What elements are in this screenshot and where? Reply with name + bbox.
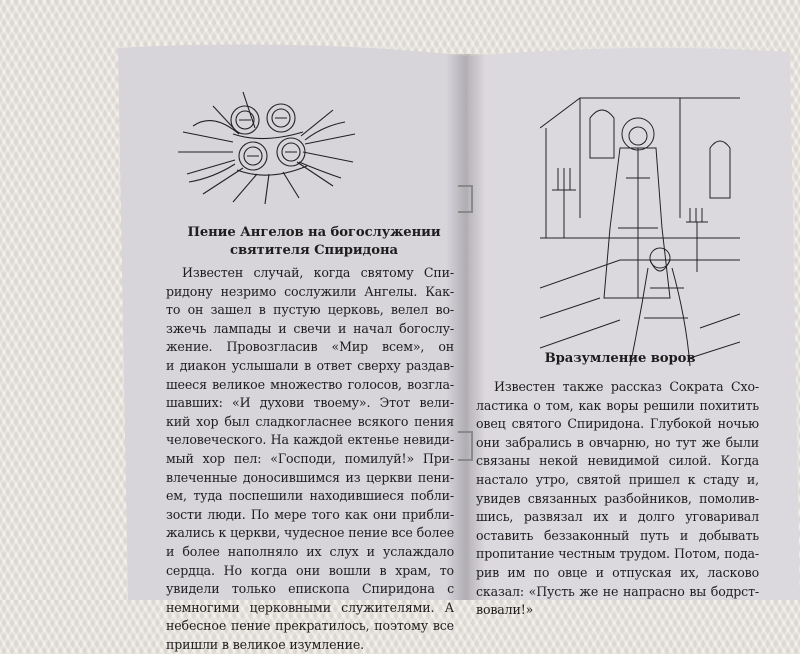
- right-line: сказал: «Пусть же не напрасно вы бодрст-: [476, 583, 759, 599]
- left-line: зости люди. По мере того как они прибли-: [166, 506, 454, 522]
- left-line: мый хор пел: «Господи, помилуй!» При-: [166, 450, 454, 466]
- right-line: пропитание честным трудом. Потом, пода-: [476, 546, 759, 562]
- left-line: зжечь лампады и свечи и начал богослу-: [166, 320, 454, 336]
- right-line: настало утро, святой пришел к стаду и,: [476, 471, 759, 487]
- left-heading-line-1: Пение Ангелов на богослужении: [187, 225, 441, 240]
- left-line: то он зашел в пустую церковь, велел во-: [166, 302, 454, 318]
- left-paragraph: [166, 264, 454, 654]
- right-paragraph: [476, 378, 759, 620]
- left-line: шавших: «И духови твоему». Этот вели-: [166, 395, 454, 411]
- angels-icon: [173, 82, 363, 206]
- right-line: они забрались в овчарню, но тут же были: [476, 434, 759, 450]
- right-line: Известен также рассказ Сократа Схо-: [494, 379, 759, 394]
- left-line: и более наполняло их слух и услаждало: [166, 543, 454, 559]
- left-line: жение. Провозгласив «Мир всем», он: [166, 339, 454, 355]
- left-line: ем, туда поспешили находившиеся побли-: [166, 488, 454, 504]
- left-line: влеченные доносившимся из церкви пени-: [166, 469, 454, 485]
- right-line: ластика о том, как воры решили похитить: [476, 397, 759, 413]
- left-line: шееся великое множество голосов, возгла-: [166, 376, 454, 392]
- right-line: вовали!»: [476, 602, 534, 618]
- left-line: человеческого. На каждой ектенье невиди-: [166, 432, 454, 448]
- left-line: жались к церкви, чудесное пение все более: [166, 525, 454, 541]
- left-line: небесное пение прекратилось, поэтому все: [166, 618, 454, 634]
- left-line: Известен случай, когда святому Спи-: [182, 265, 454, 280]
- left-heading: [180, 224, 448, 260]
- left-line: ридону незримо сослужили Ангелы. Как-: [166, 283, 454, 299]
- left-heading-line-2: святителя Спиридона: [230, 243, 398, 258]
- right-line: овец святого Спиридона. Глубокой ночью: [476, 416, 759, 432]
- saint-and-thieves-icon: [540, 88, 740, 366]
- right-line: рив им по овце и отпуская их, ласково: [476, 564, 759, 580]
- right-page: [470, 54, 770, 618]
- left-line: и диакон услышали в ответ сверху раздав-: [166, 357, 454, 373]
- left-line: пришли в великое изумление.: [166, 636, 365, 652]
- right-line: шись, развязал их и долго уговаривал: [476, 509, 759, 525]
- right-line: увидев связанных разбойников, помолив-: [476, 490, 759, 506]
- left-line: сердца. Но когда они вошли в храм, то: [166, 562, 454, 578]
- left-line: увидели только епископа Спиридона с: [166, 581, 454, 597]
- right-line: связаны некой невидимой силой. Когда: [476, 453, 759, 469]
- left-line: кий хор был сладкогласнее всякого пения: [166, 413, 454, 429]
- left-line: немногими церковными служителями. А: [166, 599, 454, 615]
- right-line: оставить беззаконный путь и добывать: [476, 527, 759, 543]
- right-heading: Вразумление воров: [544, 351, 696, 366]
- left-page: [158, 54, 468, 652]
